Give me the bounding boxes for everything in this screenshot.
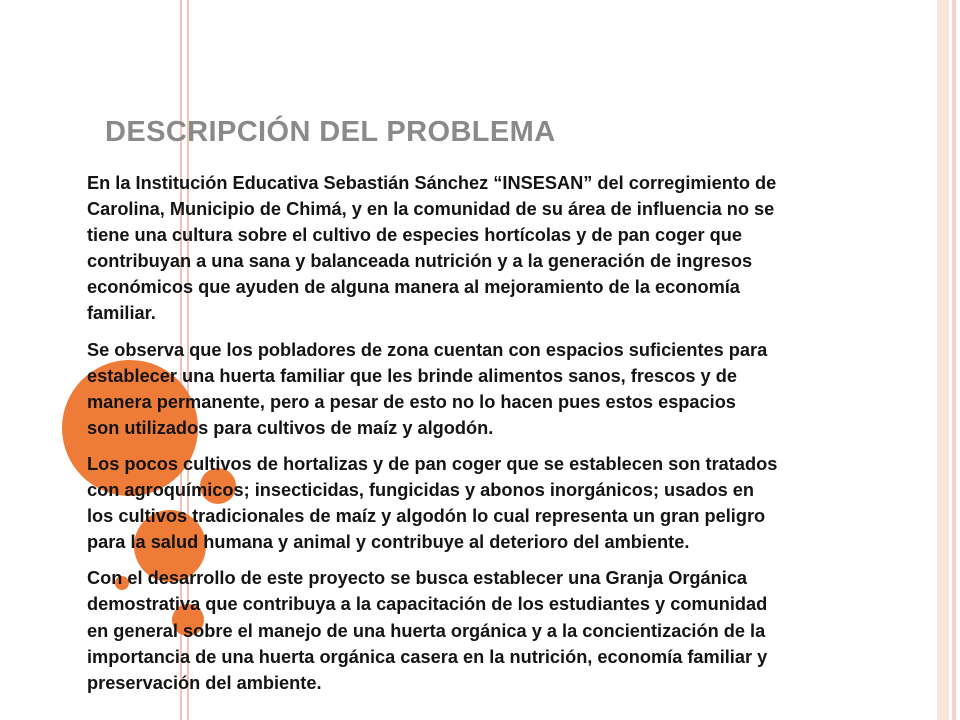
text-line: importancia de una huerta orgánica casera en la nutrición, economía familiar y: [87, 646, 768, 667]
text-line: contribuyan a una sana y balanceada nutrición y a la generación de ingresos: [87, 251, 753, 272]
text-line: demostrativa que contribuya a la capacitación de los estudiantes y comunidad: [87, 594, 768, 615]
paragraph-4: [87, 565, 907, 695]
text-line: Se observa que los pobladores de zona cuentan con espacios suficientes para: [87, 339, 768, 360]
decor-band: [952, 0, 956, 720]
paragraph-1: [87, 170, 907, 327]
paragraph-2: [87, 337, 907, 441]
text-line: manera permanente, pero a pesar de esto no lo hacen pues estos espacios: [87, 391, 736, 412]
slide-body: [87, 170, 907, 706]
text-line: para la salud humana y animal y contribuye al deterioro del ambiente.: [87, 532, 690, 553]
text-line: en general sobre el manejo de una huerta orgánica y a la concientización de la: [87, 620, 766, 641]
text-line: con agroquímicos; insecticidas, fungicidas y abonos inorgánicos; usados en: [87, 480, 755, 501]
decor-band: [937, 0, 949, 720]
text-line: son utilizados para cultivos de maíz y algodón.: [87, 417, 494, 438]
text-line: tiene una cultura sobre el cultivo de especies hortícolas y de pan coger que: [87, 225, 742, 246]
text-line: Carolina, Municipio de Chimá, y en la comunidad de su área de influencia no se: [87, 199, 775, 220]
text-line: establecer una huerta familiar que les brinde alimentos sanos, frescos y de: [87, 365, 737, 386]
text-line: Los pocos cultivos de hortalizas y de pan coger que se establecen son tratados: [87, 453, 778, 474]
text-line: En la Institución Educativa Sebastián Sánchez “INSESAN” del corregimiento de: [87, 173, 777, 193]
text-line: Con el desarrollo de este proyecto se busca establecer una Granja Orgánica: [87, 568, 748, 589]
text-line: preservación del ambiente.: [87, 672, 322, 693]
text-line: económicos que ayuden de alguna manera al mejoramiento de la economía: [87, 277, 740, 298]
slide-title: DESCRIPCIÓN DEL PROBLEMA: [105, 116, 556, 148]
text-line: los cultivos tradicionales de maíz y algodón lo cual representa un gran peligro: [87, 506, 766, 527]
paragraph-3: [87, 451, 907, 555]
text-line: familiar.: [87, 303, 156, 324]
